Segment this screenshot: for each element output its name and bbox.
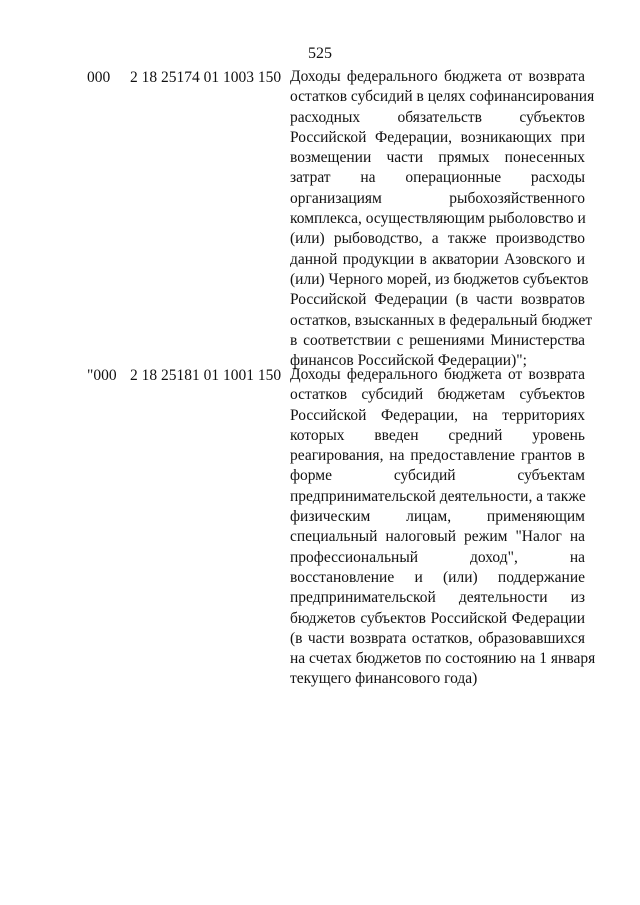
description-line: (или) Черного морей, из бюджетов субъектов <box>290 270 589 288</box>
description-line: данной продукции в акватории Азовского и <box>290 250 585 268</box>
description-line: бюджетов субъектов Российской Федерации <box>290 609 585 627</box>
description-line: в соответствии с решениями Министерства <box>290 331 585 349</box>
description-line: остатков, взысканных в федеральный бюджет <box>290 311 593 329</box>
description-line: остатков субсидий в целях софинансирования <box>290 88 595 106</box>
description-line: Доходы федерального бюджета от возврата <box>290 366 585 383</box>
page-number: 525 <box>308 45 332 62</box>
description-line: профессиональный доход", на <box>290 548 585 566</box>
description-line: (в части возврата остатков, образовавшихся <box>290 629 585 647</box>
description-line: реагирования, на предоставление грантов в <box>290 447 585 465</box>
description-line: текущего финансового года) <box>290 670 478 688</box>
description-line: форме субсидий субъектам <box>290 467 585 485</box>
administrator-code: 000 <box>87 69 111 86</box>
description-line: финансов Российской Федерации)"; <box>290 352 527 370</box>
description-line: Российской Федерации, на территориях <box>290 406 585 424</box>
description-line: Доходы федерального бюджета от возврата <box>290 68 585 85</box>
revenue-description <box>290 67 595 371</box>
budget-classification-code: 2 18 25174 01 1003 150 <box>130 69 282 86</box>
description-line: на счетах бюджетов по состоянию на 1 января <box>290 650 596 668</box>
description-line: комплекса, осуществляющим рыболовство и <box>290 210 586 228</box>
description-line: возмещении части прямых понесенных <box>290 149 585 167</box>
description-line: организациям рыбохозяйственного <box>290 189 585 207</box>
description-line: остатков субсидий бюджетам субъектов <box>290 386 585 404</box>
description-line: которых введен средний уровень <box>290 426 585 444</box>
description-line: Российской Федерации, возникающих при <box>290 128 585 146</box>
description-line: восстановление и (или) поддержание <box>290 568 585 586</box>
description-line: предпринимательской деятельности из <box>290 589 585 607</box>
description-line: предпринимательской деятельности, а также <box>290 487 586 505</box>
revenue-description <box>290 365 596 690</box>
description-line: расходных обязательств субъектов <box>290 108 585 126</box>
description-line: специальный налоговый режим "Налог на <box>290 528 585 546</box>
description-line: затрат на операционные расходы <box>290 169 585 187</box>
administrator-code: "000 <box>87 367 117 384</box>
description-line: физическим лицам, применяющим <box>290 508 585 526</box>
description-line: Российской Федерации (в части возвратов <box>290 291 585 309</box>
budget-classification-code: 2 18 25181 01 1001 150 <box>130 367 282 384</box>
description-line: (или) рыбоводство, а также производство <box>290 230 585 248</box>
